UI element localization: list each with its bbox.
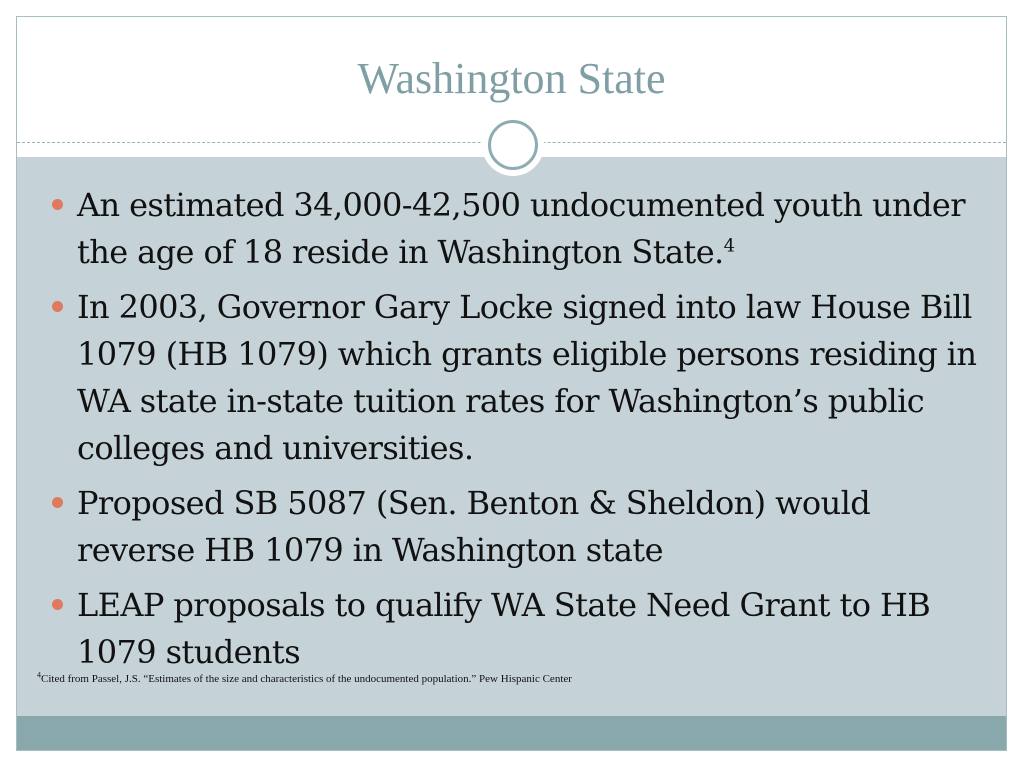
- bullet-text: An estimated 34,000-42,500 undocumented youth under the age of 18 reside in Washington State.: [77, 186, 965, 271]
- bullet-dot-icon: [52, 497, 63, 508]
- bullet-item: [50, 284, 990, 472]
- bullet-item: [50, 182, 990, 276]
- slide-title: Washington State: [357, 54, 666, 103]
- bullet-text: In 2003, Governor Gary Locke signed into law House Bill 1079 (HB 1079) which grants eligible persons residing in WA state in-state tuition rates for Washington’s public colleges and universities.: [77, 288, 977, 467]
- bullet-item: [50, 480, 990, 574]
- footnote-text: Cited from Passel, J.S. “Estimates of the size and characteristics of the undocumented population.” Pew Hispanic Center: [41, 673, 572, 685]
- footnote-reference: 4: [723, 235, 735, 257]
- bullet-item: [50, 582, 990, 676]
- bullet-text: Proposed SB 5087 (Sen. Benton & Sheldon) would reverse HB 1079 in Washington state: [77, 484, 871, 569]
- bullet-text: LEAP proposals to qualify WA State Need Grant to HB 1079 students: [77, 586, 931, 671]
- bullet-dot-icon: [52, 599, 63, 610]
- footnote: [37, 672, 572, 686]
- bullet-dot-icon: [52, 199, 63, 210]
- bottom-bar: [17, 716, 1006, 751]
- bullet-dot-icon: [52, 301, 63, 312]
- slide: [16, 16, 1007, 751]
- decorative-circle-icon: [488, 120, 538, 170]
- bullet-list: [50, 182, 990, 684]
- footnote-number: 4: [37, 670, 41, 680]
